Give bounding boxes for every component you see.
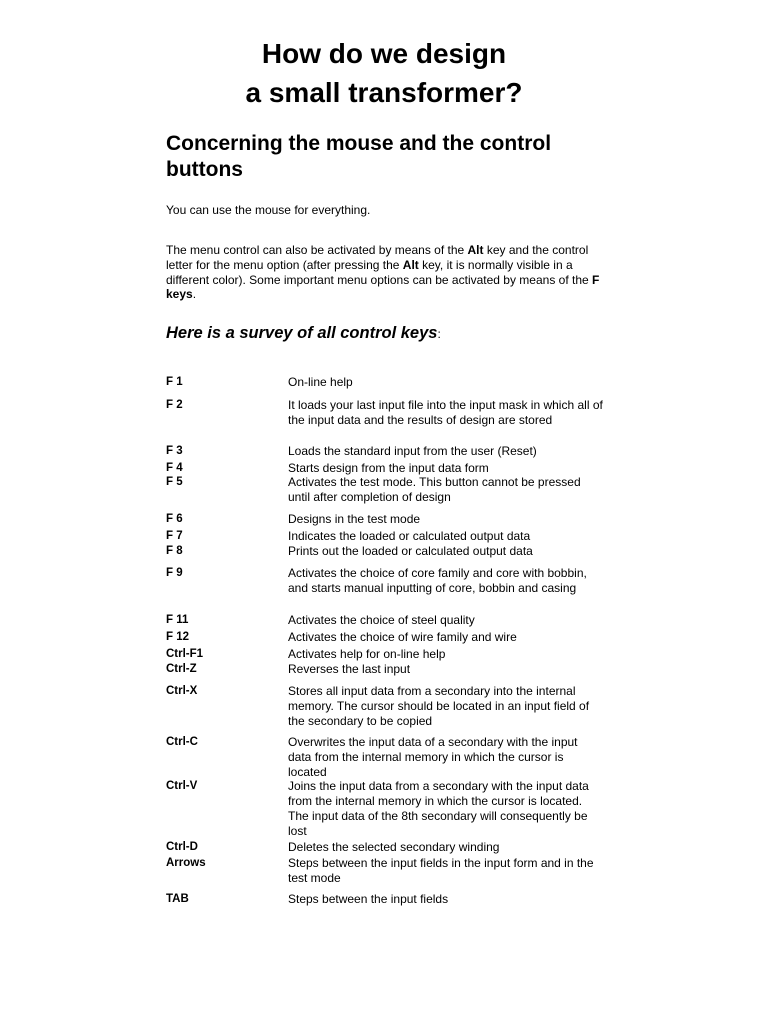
key-description: Overwrites the input data of a secondary with the input data from the internal memory in which the cursor is located xyxy=(288,735,578,779)
key-name: F 2 xyxy=(166,399,183,411)
key-name: F 7 xyxy=(166,530,183,542)
key-description: Reverses the last input xyxy=(288,662,411,676)
paragraph-mouse: You can use the mouse for everything. xyxy=(166,203,371,217)
paragraph-text: key and the control letter for the menu option (after pressing the xyxy=(166,243,589,272)
key-description: Designs in the test mode xyxy=(288,512,421,526)
key-description: On-line help xyxy=(288,375,353,389)
key-description: Activates the choice of steel quality xyxy=(288,613,475,627)
key-description: Indicates the loaded or calculated output data xyxy=(288,529,531,543)
key-description: Stores all input data from a secondary into the internal memory. The cursor should be located in an input field of the secondary to be copied xyxy=(288,684,590,728)
alt-key-label: Alt xyxy=(402,257,419,272)
key-description: Deletes the selected secondary winding xyxy=(288,840,500,854)
key-name: Arrows xyxy=(166,857,206,869)
paragraph-text: The menu control can also be activated by means of the xyxy=(166,243,468,257)
f-keys-label: F keys xyxy=(166,272,600,302)
key-description: Prints out the loaded or calculated output data xyxy=(288,544,533,558)
paragraph-text: key, it is normally visible in a different color). Some important menu options can be activated by means of the xyxy=(166,257,593,287)
key-description: Activates the test mode. This button cannot be pressed until after completion of design xyxy=(288,475,581,504)
key-description: It loads your last input file into the input mask in which all of the input data and the results of design are stored xyxy=(288,398,603,427)
key-description: Steps between the input fields in the input form and in the test mode xyxy=(288,856,594,885)
key-description: Joins the input data from a secondary with the input data from the internal memory in which the cursor is located. The input data of the 8th secondary will consequently be lost xyxy=(288,779,589,838)
key-name: F 1 xyxy=(166,376,183,388)
key-name: Ctrl-Z xyxy=(166,663,197,675)
page-title-line-2: a small transformer? xyxy=(245,77,523,108)
section-heading: Concerning the mouse and the control buttons xyxy=(166,132,552,181)
key-description: Activates help for on-line help xyxy=(288,647,446,661)
key-name: F 5 xyxy=(166,476,183,488)
survey-heading-colon: : xyxy=(437,327,441,341)
key-description: Activates the choice of wire family and wire xyxy=(288,630,517,644)
key-name: F 3 xyxy=(166,445,183,457)
key-description: Starts design from the input data form xyxy=(288,461,489,475)
key-name: F 6 xyxy=(166,513,183,525)
key-name: Ctrl-V xyxy=(166,780,198,792)
key-name: F 8 xyxy=(166,545,183,557)
survey-heading-text: Here is a survey of all control keys xyxy=(166,324,438,342)
key-description: Activates the choice of core family and core with bobbin, and starts manual inputting of core, bobbin and casing xyxy=(288,566,587,595)
key-name: Ctrl-D xyxy=(166,841,198,853)
key-name: Ctrl-X xyxy=(166,685,198,697)
key-name: Ctrl-C xyxy=(166,736,198,748)
key-name: F 4 xyxy=(166,462,183,474)
key-name: F 9 xyxy=(166,567,183,579)
key-name: F 12 xyxy=(166,631,190,643)
page-title-line-1: How do we design xyxy=(261,38,507,69)
paragraph-text: . xyxy=(192,287,197,302)
key-name: F 11 xyxy=(166,614,189,626)
key-name: Ctrl-F1 xyxy=(166,648,204,660)
key-description: Loads the standard input from the user (Reset) xyxy=(288,444,537,458)
key-description: Steps between the input fields xyxy=(288,892,449,906)
key-name: TAB xyxy=(166,893,189,905)
alt-key-label: Alt xyxy=(467,243,484,257)
